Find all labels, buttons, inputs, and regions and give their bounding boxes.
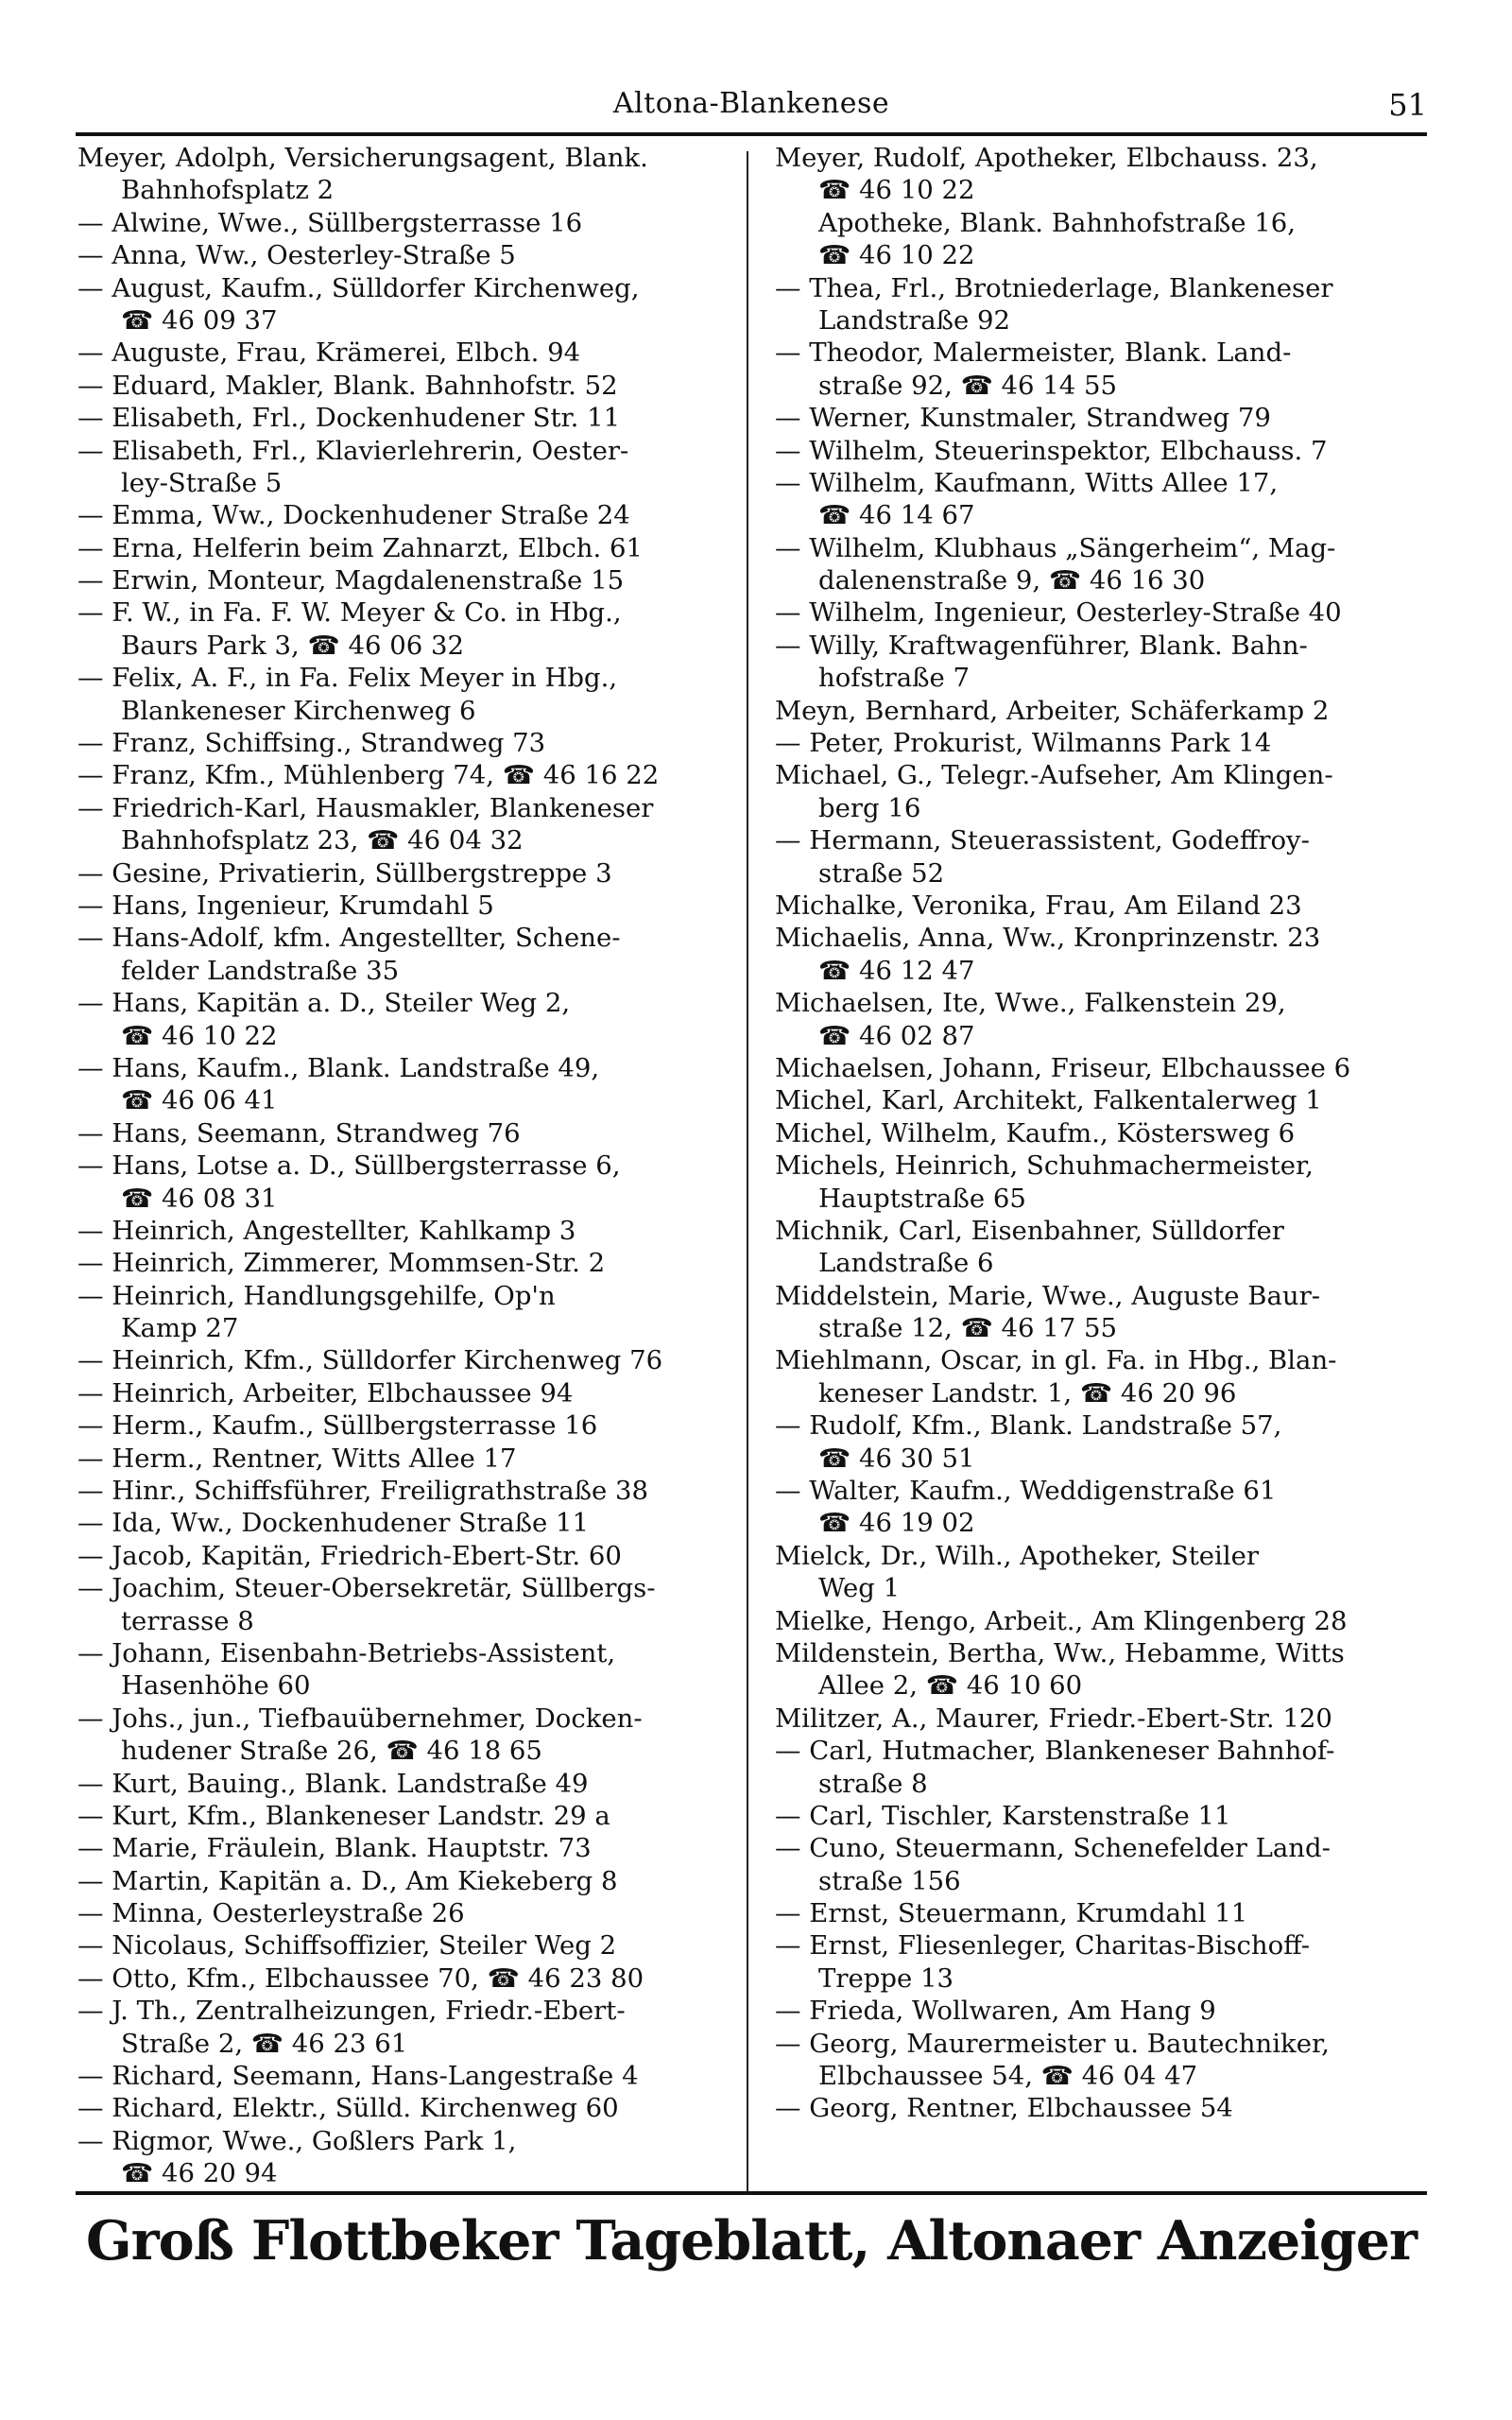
directory-entry-line: — Friedrich-Karl, Hausmakler, Blankeneser bbox=[77, 792, 654, 823]
directory-entry-line: Mielck, Dr., Wilh., Apotheker, Steiler bbox=[775, 1540, 1260, 1571]
directory-entry-line: Allee 2, ☎ 46 10 60 bbox=[818, 1670, 1083, 1702]
directory-entry-line: — Elisabeth, Frl., Dockenhudener Str. 11 bbox=[77, 403, 621, 434]
directory-entry-line: Elbchaussee 54, ☎ 46 04 47 bbox=[818, 2061, 1198, 2092]
directory-entry-line: — Eduard, Makler, Blank. Bahnhofstr. 52 bbox=[77, 370, 618, 401]
directory-entry-line: — Jacob, Kapitän, Friedrich-Ebert-Str. 60 bbox=[77, 1540, 622, 1571]
directory-entry-line: — Frieda, Wollwaren, Am Hang 9 bbox=[775, 1996, 1216, 2027]
page-header bbox=[76, 87, 1427, 130]
directory-entry-line: — Anna, Ww., Oesterley-Straße 5 bbox=[77, 240, 516, 271]
directory-entry-line: — Peter, Prokurist, Wilmanns Park 14 bbox=[775, 728, 1272, 759]
directory-entry-line: Militzer, A., Maurer, Friedr.-Ebert-Str. 120 bbox=[775, 1703, 1332, 1734]
directory-entry-line: ☎ 46 10 22 bbox=[818, 240, 975, 271]
directory-entry-line: — Carl, Tischler, Karstenstraße 11 bbox=[775, 1800, 1231, 1831]
directory-entry-line: — Ernst, Steuermann, Krumdahl 11 bbox=[775, 1898, 1248, 1929]
directory-entry-line: — Georg, Rentner, Elbchaussee 54 bbox=[775, 2093, 1233, 2124]
directory-entry-line: ☎ 46 30 51 bbox=[818, 1443, 975, 1474]
directory-entry-line: — Richard, Seemann, Hans-Langestraße 4 bbox=[77, 2061, 639, 2092]
directory-entry-line: — Hinr., Schiffsführer, Freiligrathstraße 38 bbox=[77, 1476, 648, 1507]
directory-entry-line: Michel, Wilhelm, Kaufm., Köstersweg 6 bbox=[775, 1117, 1296, 1149]
directory-entry-line: straße 156 bbox=[818, 1865, 961, 1896]
directory-entry-line: — Kurt, Kfm., Blankeneser Landstr. 29 a bbox=[77, 1800, 610, 1831]
directory-entry-line: — Emma, Ww., Dockenhudener Straße 24 bbox=[77, 500, 630, 531]
directory-entry-line: Michnik, Carl, Eisenbahner, Sülldorfer bbox=[775, 1215, 1284, 1246]
directory-entry-line: Mildenstein, Bertha, Ww., Hebamme, Witts bbox=[775, 1637, 1345, 1668]
directory-entry-line: — Nicolaus, Schiffsoffizier, Steiler Weg 2 bbox=[77, 1930, 617, 1962]
directory-entry-line: Michaelis, Anna, Ww., Kronprinzenstr. 23 bbox=[775, 923, 1321, 954]
directory-entry-line: berg 16 bbox=[818, 792, 921, 823]
directory-entry-line: ☎ 46 14 67 bbox=[818, 500, 975, 531]
directory-entry-line: — Alwine, Wwe., Süllbergsterrasse 16 bbox=[77, 207, 583, 238]
directory-entry-line: — Thea, Frl., Brotniederlage, Blankeneser bbox=[775, 272, 1333, 303]
directory-entry-line: — Carl, Hutmacher, Blankeneser Bahnhof- bbox=[775, 1736, 1335, 1767]
directory-entry-line: Michaelsen, Ite, Wwe., Falkenstein 29, bbox=[775, 988, 1286, 1019]
directory-entry-line: — Rigmor, Wwe., Goßlers Park 1, bbox=[77, 2125, 517, 2156]
directory-entry-line: Treppe 13 bbox=[818, 1962, 954, 1994]
left-column bbox=[77, 142, 744, 2190]
directory-entry-line: Apotheke, Blank. Bahnhofstraße 16, bbox=[818, 207, 1297, 238]
directory-entry-line: — Ernst, Fliesenleger, Charitas-Bischoff- bbox=[775, 1930, 1310, 1962]
directory-entry-line: — Richard, Elektr., Sülld. Kirchenweg 60 bbox=[77, 2093, 619, 2124]
directory-entry-line: — Rudolf, Kfm., Blank. Landstraße 57, bbox=[775, 1410, 1282, 1442]
directory-entry-line: — J. Th., Zentralheizungen, Friedr.-Ebert- bbox=[77, 1996, 626, 2027]
directory-entry-line: — Wilhelm, Klubhaus „Sängerheim“, Mag- bbox=[775, 532, 1336, 563]
directory-entry-line: — Elisabeth, Frl., Klavierlehrerin, Oester- bbox=[77, 435, 629, 466]
directory-entry-line: — Ida, Ww., Dockenhudener Straße 11 bbox=[77, 1508, 589, 1539]
directory-entry-line: — Hans, Kaufm., Blank. Landstraße 49, bbox=[77, 1052, 600, 1083]
directory-entry-line: Hasenhöhe 60 bbox=[121, 1670, 311, 1702]
directory-entry-line: — Georg, Maurermeister u. Bautechniker, bbox=[775, 2028, 1330, 2059]
directory-entry-line: — Otto, Kfm., Elbchaussee 70, ☎ 46 23 80 bbox=[77, 1962, 644, 1994]
directory-entry-line: Michalke, Veronika, Frau, Am Eiland 23 bbox=[775, 890, 1302, 921]
directory-entry-line: — August, Kaufm., Sülldorfer Kirchenweg, bbox=[77, 272, 640, 303]
directory-entry-line: Kamp 27 bbox=[121, 1313, 239, 1344]
directory-entry-line: Meyer, Adolph, Versicherungsagent, Blank. bbox=[77, 143, 648, 173]
directory-entry-line: Meyer, Rudolf, Apotheker, Elbchauss. 23, bbox=[775, 143, 1318, 173]
directory-entry-line: ☎ 46 20 94 bbox=[121, 2158, 278, 2189]
directory-entry-line: — Cuno, Steuermann, Schenefelder Land- bbox=[775, 1833, 1331, 1864]
directory-entry-line: — Kurt, Bauing., Blank. Landstraße 49 bbox=[77, 1768, 589, 1799]
directory-entry-line: ☎ 46 08 31 bbox=[121, 1183, 278, 1214]
directory-entry-line: — Marie, Fräulein, Blank. Hauptstr. 73 bbox=[77, 1833, 592, 1864]
directory-entry-line: — Wilhelm, Steuerinspektor, Elbchauss. 7 bbox=[775, 435, 1328, 466]
directory-entry-line: ☎ 46 12 47 bbox=[818, 955, 975, 986]
directory-entry-line: — Walter, Kaufm., Weddigenstraße 61 bbox=[775, 1476, 1277, 1507]
directory-entry-line: — Johs., jun., Tiefbauübernehmer, Docken- bbox=[77, 1703, 643, 1734]
directory-entry-line: — Hans, Seemann, Strandweg 76 bbox=[77, 1117, 521, 1149]
directory-entry-line: dalenenstraße 9, ☎ 46 16 30 bbox=[818, 565, 1206, 596]
directory-entry-line: — Hans, Lotse a. D., Süllbergsterrasse 6, bbox=[77, 1150, 621, 1182]
directory-entry-line: Middelstein, Marie, Wwe., Auguste Baur- bbox=[775, 1280, 1321, 1311]
directory-entry-line: ☎ 46 10 22 bbox=[121, 1020, 278, 1051]
directory-entry-line: hofstraße 7 bbox=[818, 663, 971, 694]
directory-entry-line: — Herm., Rentner, Witts Allee 17 bbox=[77, 1443, 517, 1474]
directory-entry-line: ☎ 46 10 22 bbox=[818, 175, 975, 206]
directory-entry-line: — Herm., Kaufm., Süllbergsterrasse 16 bbox=[77, 1410, 598, 1442]
directory-entry-line: — Minna, Oesterleystraße 26 bbox=[77, 1898, 465, 1929]
footer-rule bbox=[76, 2191, 1427, 2195]
directory-entry-line: ☎ 46 19 02 bbox=[818, 1508, 975, 1539]
directory-entry-line: straße 12, ☎ 46 17 55 bbox=[818, 1313, 1118, 1344]
header-rule bbox=[76, 132, 1427, 136]
directory-entry-line: — Heinrich, Angestellter, Kahlkamp 3 bbox=[77, 1215, 576, 1246]
directory-entry-line: Bahnhofsplatz 2 bbox=[121, 175, 335, 206]
directory-entry-line: — F. W., in Fa. F. W. Meyer & Co. in Hbg., bbox=[77, 597, 622, 629]
directory-entry-line: — Heinrich, Zimmerer, Mommsen-Str. 2 bbox=[77, 1248, 606, 1279]
directory-entry-line: — Gesine, Privatierin, Süllbergstreppe 3 bbox=[77, 857, 612, 889]
directory-entry-line: felder Landstraße 35 bbox=[121, 955, 400, 986]
directory-entry-line: — Wilhelm, Kaufmann, Witts Allee 17, bbox=[775, 467, 1279, 498]
directory-entry-line: Landstraße 92 bbox=[818, 304, 1011, 336]
directory-entry-line: Michels, Heinrich, Schuhmachermeister, bbox=[775, 1150, 1314, 1182]
directory-entry-line: Mielke, Hengo, Arbeit., Am Klingenberg 28 bbox=[775, 1605, 1348, 1636]
directory-entry-line: — Felix, A. F., in Fa. Felix Meyer in Hbg., bbox=[77, 663, 618, 694]
directory-entry-line: — Erwin, Monteur, Magdalenenstraße 15 bbox=[77, 565, 625, 596]
directory-entry-line: — Auguste, Frau, Krämerei, Elbch. 94 bbox=[77, 337, 581, 369]
directory-entry-line: — Heinrich, Arbeiter, Elbchaussee 94 bbox=[77, 1377, 574, 1409]
directory-entry-line: — Willy, Kraftwagenführer, Blank. Bahn- bbox=[775, 630, 1308, 661]
directory-entry-line: Miehlmann, Oscar, in gl. Fa. in Hbg., Blan- bbox=[775, 1345, 1337, 1376]
advertisement-banner: Groß Flottbeker Tageblatt, Altonaer Anzeiger bbox=[85, 2209, 1418, 2273]
directory-entry-line: — Hans, Ingenieur, Krumdahl 5 bbox=[77, 890, 494, 921]
directory-entry-line: — Martin, Kapitän a. D., Am Kiekeberg 8 bbox=[77, 1865, 618, 1896]
directory-entry-line: — Hans-Adolf, kfm. Angestellter, Schene- bbox=[77, 923, 621, 954]
directory-entry-line: straße 92, ☎ 46 14 55 bbox=[818, 370, 1118, 401]
directory-entry-line: hudener Straße 26, ☎ 46 18 65 bbox=[121, 1736, 542, 1767]
directory-entry-line: Weg 1 bbox=[818, 1573, 901, 1604]
directory-entry-line: — Franz, Kfm., Mühlenberg 74, ☎ 46 16 22 bbox=[77, 760, 660, 791]
directory-entry-line: — Joachim, Steuer-Obersekretär, Süllbergs- bbox=[77, 1573, 656, 1604]
directory-entry-line: ☎ 46 09 37 bbox=[121, 304, 278, 336]
directory-entry-line: — Hermann, Steuerassistent, Godeffroy- bbox=[775, 825, 1310, 856]
directory-entry-line: Michaelsen, Johann, Friseur, Elbchaussee 6 bbox=[775, 1052, 1351, 1083]
directory-entry-line: Bahnhofsplatz 23, ☎ 46 04 32 bbox=[121, 825, 524, 856]
directory-entry-line: Landstraße 6 bbox=[818, 1248, 994, 1279]
directory-entry-line: — Theodor, Malermeister, Blank. Land- bbox=[775, 337, 1292, 369]
directory-entry-line: — Werner, Kunstmaler, Strandweg 79 bbox=[775, 403, 1271, 434]
directory-entry-line: keneser Landstr. 1, ☎ 46 20 96 bbox=[818, 1377, 1237, 1409]
directory-entry-line: — Franz, Schiffsing., Strandweg 73 bbox=[77, 728, 546, 759]
directory-entry-line: straße 52 bbox=[818, 857, 945, 889]
directory-entry-line: ley-Straße 5 bbox=[121, 467, 283, 498]
page-number: 51 bbox=[1388, 87, 1427, 123]
directory-entry-line: — Johann, Eisenbahn-Betriebs-Assistent, bbox=[77, 1637, 616, 1668]
directory-entry-line: Baurs Park 3, ☎ 46 06 32 bbox=[121, 630, 464, 661]
directory-entry-line: Straße 2, ☎ 46 23 61 bbox=[121, 2028, 408, 2059]
right-column bbox=[775, 142, 1432, 2125]
directory-entry-line: straße 8 bbox=[818, 1768, 928, 1799]
directory-entry-line: ☎ 46 02 87 bbox=[818, 1020, 975, 1051]
running-title: Altona-Blankenese bbox=[612, 87, 890, 120]
directory-entry-line: — Heinrich, Kfm., Sülldorfer Kirchenweg 76 bbox=[77, 1345, 663, 1376]
directory-entry-line: — Wilhelm, Ingenieur, Oesterley-Straße 40 bbox=[775, 597, 1342, 629]
directory-entry-line: — Heinrich, Handlungsgehilfe, Op'n bbox=[77, 1280, 556, 1311]
directory-entry-line: terrasse 8 bbox=[121, 1605, 254, 1636]
directory-entry-line: Blankeneser Kirchenweg 6 bbox=[121, 695, 476, 726]
directory-entry-line: Meyn, Bernhard, Arbeiter, Schäferkamp 2 bbox=[775, 695, 1330, 726]
directory-entry-line: — Erna, Helferin beim Zahnarzt, Elbch. 61 bbox=[77, 532, 643, 563]
directory-entry-line: Michel, Karl, Architekt, Falkentalerweg 1 bbox=[775, 1085, 1322, 1116]
directory-entry-line: ☎ 46 06 41 bbox=[121, 1085, 278, 1116]
directory-entry-line: — Hans, Kapitän a. D., Steiler Weg 2, bbox=[77, 988, 571, 1019]
directory-entry-line: Michael, G., Telegr.-Aufseher, Am Klingen- bbox=[775, 760, 1333, 791]
directory-entry-line: Hauptstraße 65 bbox=[818, 1183, 1026, 1214]
column-divider bbox=[747, 151, 748, 2193]
